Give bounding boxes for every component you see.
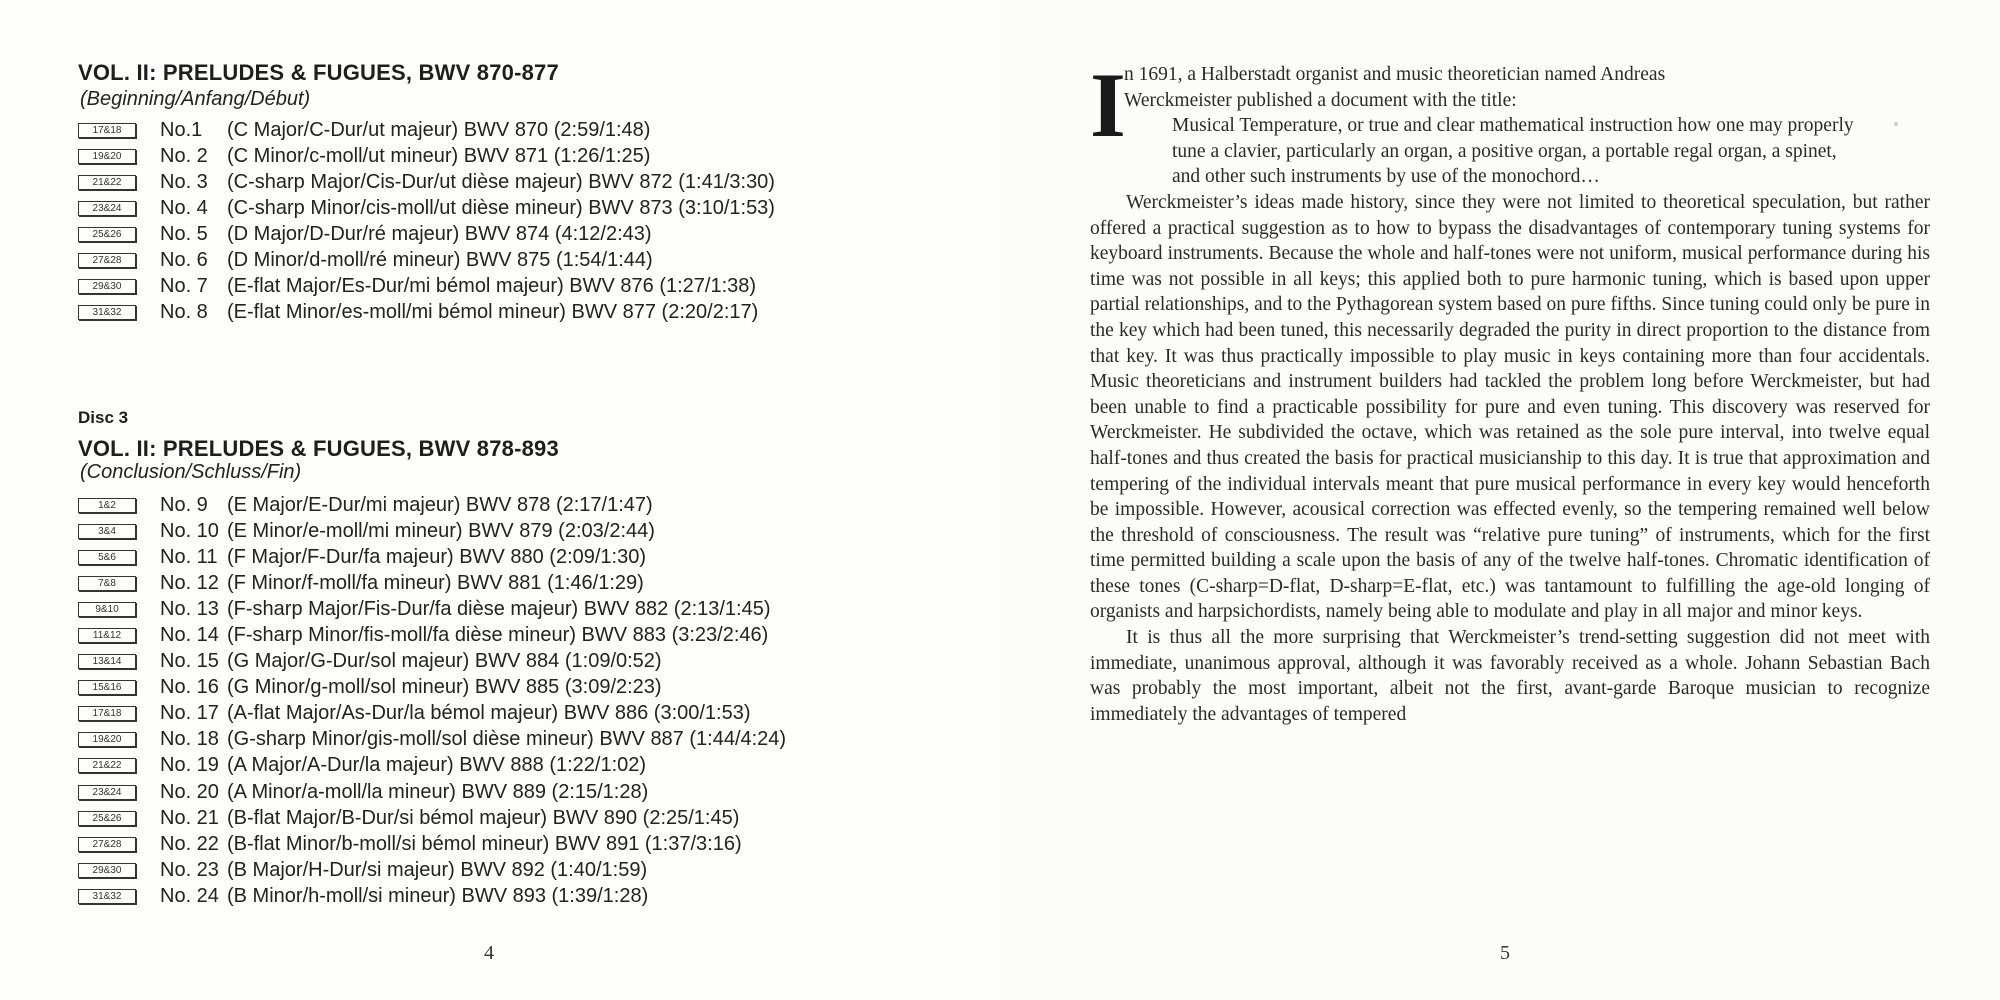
prelude-fugue-number: No. 3 bbox=[160, 170, 208, 193]
prelude-fugue-number: No. 7 bbox=[160, 275, 208, 298]
section2-track-list bbox=[78, 492, 786, 910]
track-number-box: 11&12 bbox=[78, 628, 136, 643]
track-row bbox=[78, 596, 786, 622]
track-description: (D Minor/d-moll/ré mineur) BWV 875 (1:54/1:44) bbox=[227, 249, 653, 272]
prelude-fugue-number: No. 19 bbox=[160, 754, 219, 777]
track-description: (E Minor/e-moll/mi mineur) BWV 879 (2:03/2:44) bbox=[227, 519, 655, 542]
prelude-fugue-number: No. 22 bbox=[160, 832, 219, 855]
track-row bbox=[78, 143, 775, 169]
track-row bbox=[78, 883, 786, 909]
page-number-left: 4 bbox=[484, 942, 494, 964]
track-number-box: 25&26 bbox=[78, 227, 136, 242]
track-number-box: 17&18 bbox=[78, 123, 136, 138]
track-row bbox=[78, 247, 775, 273]
track-number-box: 1&2 bbox=[78, 498, 136, 513]
prelude-fugue-number: No. 11 bbox=[160, 545, 218, 568]
track-description: (C-sharp Minor/cis-moll/ut dièse mineur) BWV 873 (3:10/1:53) bbox=[227, 196, 775, 219]
track-description: (A-flat Major/As-Dur/la bémol majeur) BWV 886 (3:00/1:53) bbox=[227, 702, 751, 725]
track-number-box: 27&28 bbox=[78, 253, 136, 268]
section1-subtitle: (Beginning/Anfang/Début) bbox=[80, 88, 311, 110]
track-number-box: 17&18 bbox=[78, 706, 136, 721]
prelude-fugue-number: No. 13 bbox=[160, 597, 219, 620]
track-number-box: 23&24 bbox=[78, 785, 136, 800]
track-number-box: 5&6 bbox=[78, 550, 136, 565]
track-row bbox=[78, 675, 786, 701]
track-description: (E-flat Minor/es-moll/mi bémol mineur) BWV 877 (2:20/2:17) bbox=[227, 301, 759, 324]
track-description: (C Minor/c-moll/ut mineur) BWV 871 (1:26/1:25) bbox=[227, 144, 651, 167]
track-row bbox=[78, 779, 786, 805]
track-row bbox=[78, 117, 775, 143]
track-description: (B Minor/h-moll/si mineur) BWV 893 (1:39/1:28) bbox=[227, 884, 649, 907]
track-row bbox=[78, 805, 786, 831]
track-description: (A Minor/a-moll/la mineur) BWV 889 (2:15/1:28) bbox=[227, 780, 649, 803]
section1-track-list bbox=[78, 117, 775, 326]
track-row bbox=[78, 753, 786, 779]
track-description: (F-sharp Major/Fis-Dur/fa dièse majeur) BWV 882 (2:13/1:45) bbox=[227, 597, 771, 620]
track-description: (E-flat Major/Es-Dur/mi bémol majeur) BWV 876 (1:27/1:38) bbox=[227, 275, 757, 298]
disc-label: Disc 3 bbox=[78, 408, 129, 427]
prelude-fugue-number: No. 17 bbox=[160, 702, 219, 725]
body-paragraph: Werckmeister’s ideas made history, since they were not limited to theoretical speculation, but rather offered a practical suggestion as to how to bypass the disadvantages of contemporary tuning systems for keyboard instruments. Because the whole and half-tones were not uniform, musical performance during his time was not possible in all keys; this applied both to pure harmonic tuning, which is based upon upper partial relationships, and to the Pythagorean system based on pure fifths. Since tuning could only be pure in the key which had been tuned, this necessarily degraded the purity in direct proportion to the distance from that key. It was thus practically impossible to play music in keys containing more than four accidentals. Music theoreticians and instrument builders had tackled the problem long before Werckmeister, but had been unable to find a practicable possibility for pure and even tuning. This discovery was reserved for Werckmeister. He subdivided the octave, which was retained as the sole pure interval, into twelve equal half-tones and thus created the basis for practical musicianship to this day. It is true that approximation and tempering of the individual intervals meant that pure musical performance in every key would henceforth be impossible. However, acousical correction was effected evenly, so the tempering remained well below the threshold of consciousness. The result was “relative pure tuning” of instruments, which for the first time permitted building a scale upon the basis of any of the twelve half-tones. Chromatic identification of these tones (C-sharp=D-flat, D-sharp=E-flat, etc.) was tantamount to fulfilling the age-old longing of organists and harpsichordists, namely being able to modulate and play in all major and minor keys. bbox=[1090, 191, 1930, 623]
track-number-box: 21&22 bbox=[78, 758, 136, 773]
track-description: (B Major/H-Dur/si majeur) BWV 892 (1:40/1:59) bbox=[227, 858, 648, 881]
track-description: (E Major/E-Dur/mi majeur) BWV 878 (2:17/1:47) bbox=[227, 493, 653, 516]
intro-line: n 1691, a Halberstadt organist and music theoretician named Andreas bbox=[1124, 64, 1666, 85]
prelude-fugue-number: No. 15 bbox=[160, 650, 219, 673]
track-number-box: 25&26 bbox=[78, 811, 136, 826]
prelude-fugue-number: No. 24 bbox=[160, 884, 219, 907]
track-description: (G Major/G-Dur/sol majeur) BWV 884 (1:09/0:52) bbox=[227, 650, 662, 673]
prelude-fugue-number: No. 4 bbox=[160, 196, 208, 219]
track-number-box: 23&24 bbox=[78, 201, 136, 216]
track-row bbox=[78, 831, 786, 857]
track-number-box: 31&32 bbox=[78, 889, 136, 904]
prelude-fugue-number: No. 8 bbox=[160, 301, 208, 324]
drop-cap: I bbox=[1090, 54, 1126, 156]
track-description: (F Major/F-Dur/fa majeur) BWV 880 (2:09/1:30) bbox=[227, 545, 647, 568]
track-row bbox=[78, 622, 786, 648]
track-row bbox=[78, 274, 775, 300]
section2-subtitle: (Conclusion/Schluss/Fin) bbox=[80, 461, 302, 483]
paper-speck bbox=[1894, 122, 1898, 126]
track-number-box: 29&30 bbox=[78, 863, 136, 878]
track-row bbox=[78, 518, 786, 544]
section2-heading: VOL. II: PRELUDES & FUGUES, BWV 878-893 bbox=[78, 436, 559, 461]
track-number-box: 7&8 bbox=[78, 576, 136, 591]
page-number-right: 5 bbox=[1500, 942, 1510, 964]
prelude-fugue-number: No. 14 bbox=[160, 624, 219, 647]
track-description: (G-sharp Minor/gis-moll/sol dièse mineur) BWV 887 (1:44/4:24) bbox=[227, 728, 787, 751]
track-number-box: 29&30 bbox=[78, 279, 136, 294]
track-description: (A Major/A-Dur/la majeur) BWV 888 (1:22/1:02) bbox=[227, 754, 647, 777]
prelude-fugue-number: No. 5 bbox=[160, 222, 208, 245]
track-description: (F-sharp Minor/fis-moll/fa dièse mineur) BWV 883 (3:23/2:46) bbox=[227, 624, 769, 647]
track-number-box: 27&28 bbox=[78, 837, 136, 852]
track-row bbox=[78, 649, 786, 675]
prelude-fugue-number: No. 18 bbox=[160, 728, 219, 751]
track-number-box: 15&16 bbox=[78, 680, 136, 695]
track-row bbox=[78, 544, 786, 570]
track-row bbox=[78, 221, 775, 247]
track-number-box: 3&4 bbox=[78, 524, 136, 539]
track-description: (C Major/C-Dur/ut majeur) BWV 870 (2:59/1:48) bbox=[227, 118, 651, 141]
prelude-fugue-number: No. 6 bbox=[160, 249, 208, 272]
prelude-fugue-number: No. 9 bbox=[160, 493, 208, 516]
track-row bbox=[78, 492, 786, 518]
prelude-fugue-number: No. 21 bbox=[160, 806, 219, 829]
track-number-box: 31&32 bbox=[78, 305, 136, 320]
track-row bbox=[78, 300, 775, 326]
prelude-fugue-number: No. 16 bbox=[160, 676, 219, 699]
track-row bbox=[78, 195, 775, 221]
article bbox=[1090, 54, 1930, 727]
track-description: (B-flat Major/B-Dur/si bémol majeur) BWV 890 (2:25/1:45) bbox=[227, 806, 740, 829]
track-row bbox=[78, 169, 775, 195]
track-number-box: 19&20 bbox=[78, 149, 136, 164]
prelude-fugue-number: No. 12 bbox=[160, 571, 219, 594]
track-number-box: 19&20 bbox=[78, 732, 136, 747]
track-description: (C-sharp Major/Cis-Dur/ut dièse majeur) BWV 872 (1:41/3:30) bbox=[227, 170, 775, 193]
prelude-fugue-number: No. 10 bbox=[160, 519, 219, 542]
intro-line: Werckmeister published a document with the title: bbox=[1124, 89, 1517, 111]
prelude-fugue-number: No. 2 bbox=[160, 144, 208, 167]
track-row bbox=[78, 701, 786, 727]
prelude-fugue-number: No. 20 bbox=[160, 780, 219, 803]
prelude-fugue-number: No.1 bbox=[160, 118, 203, 141]
quoted-title: Musical Temperature, or true and clear mathematical instruction how one may properly tune a clavier, particularly an organ, a positive organ, a portable regal organ, a spinet, and other such instruments by use of the monochord… bbox=[1172, 115, 1854, 188]
track-description: (D Major/D-Dur/ré majeur) BWV 874 (4:12/2:43) bbox=[227, 222, 652, 245]
track-number-box: 21&22 bbox=[78, 175, 136, 190]
track-number-box: 13&14 bbox=[78, 654, 136, 669]
body-paragraph: It is thus all the more surprising that Werckmeister’s trend-setting suggestion did not meet with immediate, unanimous approval, although it was favorably received as a whole. Johann Sebastian Bach was probably the most important, albeit not the first, avant-garde Baroque musician to recognize immediately the advantages of tempered bbox=[1090, 627, 1930, 725]
track-row bbox=[78, 857, 786, 883]
section1-heading: VOL. II: PRELUDES & FUGUES, BWV 870-877 bbox=[78, 60, 559, 85]
track-row bbox=[78, 570, 786, 596]
track-description: (G Minor/g-moll/sol mineur) BWV 885 (3:09/2:23) bbox=[227, 676, 662, 699]
prelude-fugue-number: No. 23 bbox=[160, 858, 219, 881]
track-number-box: 9&10 bbox=[78, 602, 136, 617]
track-description: (B-flat Minor/b-moll/si bémol mineur) BWV 891 (1:37/3:16) bbox=[227, 832, 742, 855]
track-description: (F Minor/f-moll/fa mineur) BWV 881 (1:46/1:29) bbox=[227, 571, 644, 594]
track-row bbox=[78, 727, 786, 753]
